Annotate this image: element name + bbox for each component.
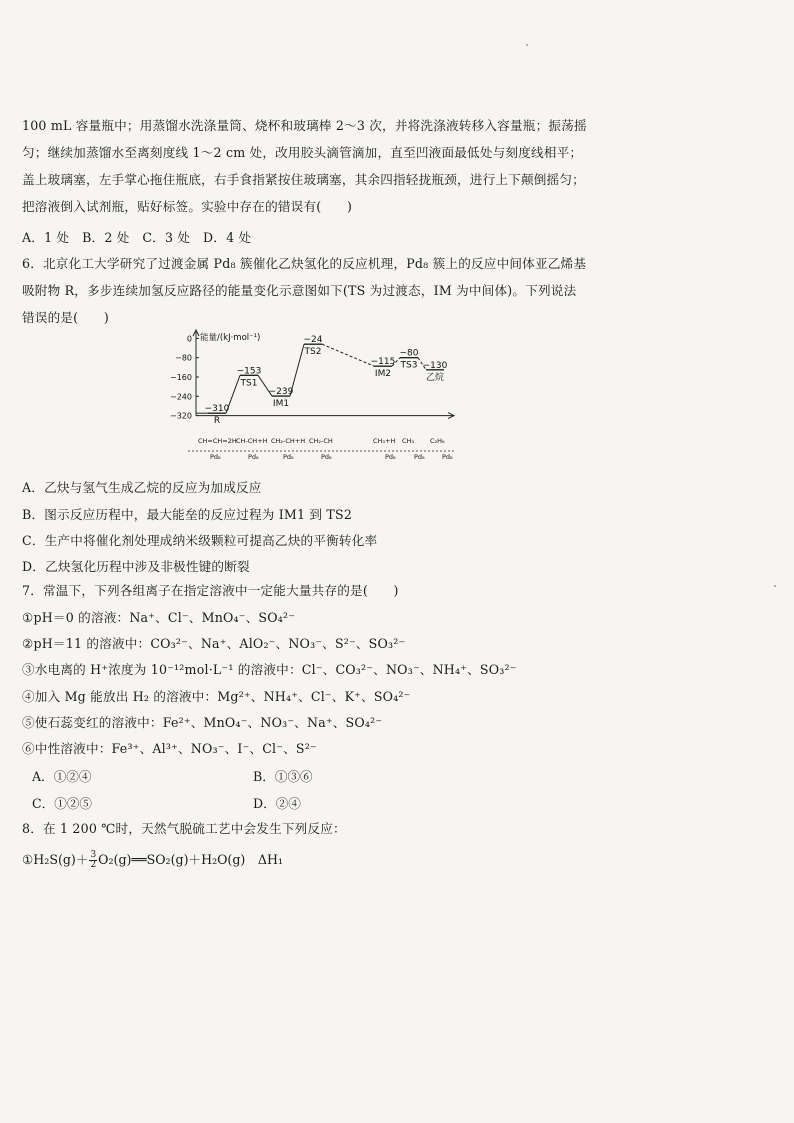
state-label: IM1 [272,399,290,410]
chart-species [188,437,454,461]
p5-line-4: 把溶液倒入试剂瓶，贴好标签。实验中存在的错误有( ) [22,199,353,214]
q7-item-4: ④加入 Mg 能放出 H₂ 的溶液中：Mg²⁺、NH₄⁺、Cl⁻、K⁺、SO₄²⁻ [22,689,411,704]
state-label: TS1 [240,378,258,389]
q6-stem-3: 错误的是( ) [22,310,109,325]
q7-item-6: ⑥中性溶液中：Fe³⁺、Al³⁺、NO₃⁻、I⁻、Cl⁻、S²⁻ [22,741,317,756]
energy-value-label: −153 [236,366,262,377]
q6-stem-2: 吸附物 R，多步连续加氢反应路径的能量变化示意图如下(TS 为过渡态，IM 为中间体)。下列说法 [22,283,577,298]
y-tick-label: −80 [175,353,192,363]
q7-option-c: C．①②⑤ [32,796,93,811]
p5-line-1: 100 mL 容量瓶中；用蒸馏水洗涤量筒、烧杯和玻璃棒 2～3 次，并将洗涤液转移入容量瓶；振荡摇 [22,118,587,133]
y-tick-label: −320 [170,411,192,421]
state-label: 乙烷 [425,372,445,383]
p5-options: A．1 处 B．2 处 C．3 处 D．4 处 [22,230,252,245]
scan-speck [774,585,776,587]
equation-prefix: ①H₂S(g)＋ [22,852,89,867]
species-formula: CH₂-CH [309,437,333,445]
species-formula: CH₃ [402,437,415,445]
state-label: TS3 [400,360,418,371]
p5-line-2: 匀；继续加蒸馏水至离刻度线 1～2 cm 处，改用胶头滴管滴加，直至凹液面最低处与刻度线相平； [22,145,583,160]
q6-stem-1: 6．北京化工大学研究了过渡金属 Pd₈ 簇催化乙炔氢化的反应机理，Pd₈ 簇上的反应中间体亚乙烯基 [22,256,587,271]
species-catalyst: Pd₈ [414,453,425,461]
energy-value-label: −115 [370,357,396,368]
q8-equation-1 [22,849,283,870]
energy-profile-chart [168,328,458,463]
q6-option-c: C．生产中将催化剂处理成纳米级颗粒可提高乙炔的平衡转化率 [22,533,378,548]
scan-speck [526,44,528,46]
q7-item-5: ⑤使石蕊变红的溶液中：Fe²⁺、MnO₄⁻、NO₃⁻、Na⁺、SO₄²⁻ [22,715,383,730]
connector-line [322,344,374,366]
q8-stem: 8．在 1 200 ℃时，天然气脱硫工艺中会发生下列反应： [22,821,346,836]
p5-line-3: 盖上玻璃塞，左手掌心拖住瓶底，右手食指紧按住玻璃塞，其余四指轻拢瓶颈，进行上下颠倒摇匀； [22,172,585,187]
q7-item-2: ②pH＝11 的溶液中：CO₃²⁻、Na⁺、AlO₂⁻、NO₃⁻、S²⁻、SO₃²⁻ [22,636,406,651]
species-catalyst: Pd₈ [283,453,294,461]
species-formula: CH=CH=2H [198,437,237,445]
species-catalyst: Pd₈ [385,453,396,461]
fraction-denominator: 2 [90,860,97,870]
species-formula: CH₃+H [373,437,396,445]
q7-stem: 7．常温下，下列各组离子在指定溶液中一定能大量共存的是( ) [22,583,399,598]
species-formula: CH₂-CH+H [271,437,306,445]
species-catalyst: Pd₈ [321,453,332,461]
energy-value-label: −24 [303,335,323,346]
y-axis-label: 能量/(kJ·mol⁻¹) [200,333,261,343]
species-catalyst: Pd₈ [248,453,259,461]
q7-item-3: ③水电离的 H⁺浓度为 10⁻¹²mol·L⁻¹ 的溶液中：Cl⁻、CO₃²⁻、NO₃⁻、NH₄⁺、SO₃²⁻ [22,662,517,677]
energy-value-label: −130 [422,360,448,371]
q6-option-d: D．乙炔氢化历程中涉及非极性键的断裂 [22,559,250,574]
q6-option-a: A．乙炔与氢气生成乙烷的反应为加成反应 [22,480,262,495]
state-label: IM2 [374,369,392,380]
chart-labels [205,335,448,426]
q7-option-a: A．①②④ [32,769,92,784]
equation-suffix: O₂(g)══SO₂(g)＋H₂O(g) ΔH₁ [98,852,284,867]
energy-value-label: −310 [204,404,230,415]
q7-option-d: D．②④ [253,796,301,811]
q7-item-1: ①pH＝0 的溶液：Na⁺、Cl⁻、MnO₄⁻、SO₄²⁻ [22,610,296,625]
state-label: TS2 [304,347,322,358]
q7-option-b: B．①③⑥ [253,769,313,784]
q6-option-b: B．图示反应历程中，最大能垒的反应过程为 IM1 到 TS2 [22,507,353,522]
species-catalyst: Pd₈ [442,453,453,461]
y-tick-label: 0 [186,334,192,344]
species-formula: C₂H₆ [430,437,445,445]
species-catalyst: Pd₈ [210,453,221,461]
equation-fraction [89,851,97,870]
y-tick-label: −160 [170,373,192,382]
species-formula: CH-CH+H [236,437,268,445]
y-tick-label: −240 [170,392,192,402]
fraction-numerator: 3 [90,850,97,860]
state-label: R [213,416,221,427]
energy-value-label: −239 [268,387,294,398]
energy-value-label: −80 [399,348,419,359]
